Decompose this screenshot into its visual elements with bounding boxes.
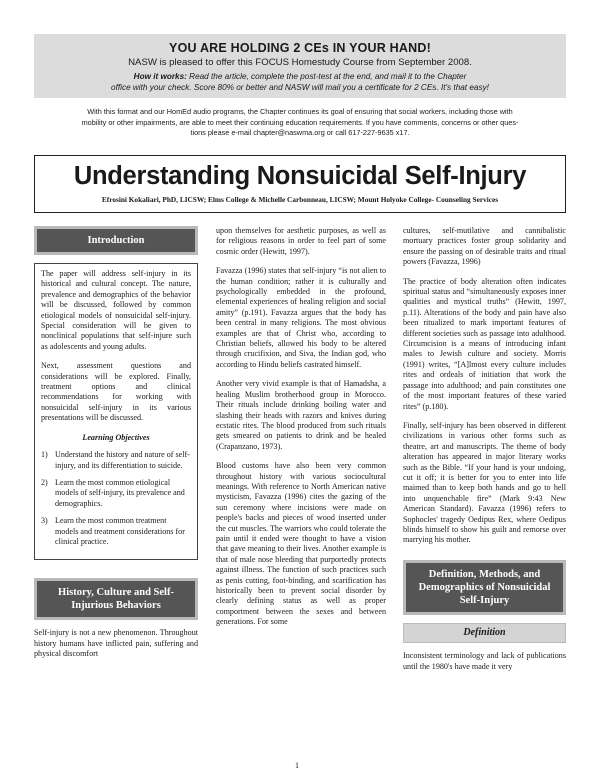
col3-paragraph-1: cultures, self-mutilative and cannibalistic mortuary practices foster group solidarity and ensure the passing on of desirable traits and ritual powers (Favazza, 1996) (403, 226, 566, 267)
section-heading-definition-methods: Definition, Methods, and Demographics of Nonsuicidal Self-Injury (403, 560, 566, 615)
intro-paragraph-2: Next, assessment questions and considerations will be explored. Finally, treatment options and clinical recommendations for working with nonsuicidal self-injury in its various presentations will be discussed. (41, 361, 191, 423)
column-2 (216, 226, 386, 637)
column-3 (403, 226, 566, 681)
accessibility-note (34, 107, 566, 139)
how-text-2: office with your check. Score 80% or better and NASW will mail you a certificate for 2 CEs. It's that easy! (111, 83, 489, 92)
learning-objectives-title: Learning Objectives (82, 432, 150, 442)
learning-objectives-list (41, 450, 191, 547)
definition-paragraph-1: Inconsistent terminology and lack of publications until the 1980's have made it very (403, 651, 566, 671)
col2-paragraph-3: Another very vivid example is that of Hamadsha, a healing Muslim brotherhood group in Morocco. Their rituals include drinking boiling water and slashing their heads with razors and knives during ecstatic rites. The blood produced from such rituals gets smeared on patients to drink and be healed (Crapanzano, 1973). (216, 379, 386, 451)
col3-paragraph-2: The practice of body alteration often indicates spiritual status and “simultaneously exposes inner qualities and mystical truths” (Hewitt, 1997, p.11). Alterations of the body and pain have also been ritualized to mark important features of different societies such as passage into adulthood. Circumcision is a means of introducing infant males to Jewish culture and society. Morris (1991) writes, “[A]lmost every culture includes rites and ordeals of initiation that work the passage into adulthood; and pain constitutes one of the most important features of these varied rites” (p.180). (403, 276, 566, 411)
objective-item: 1) Understand the history and nature of self-injury, and its differentiation to suicide. (41, 450, 190, 470)
objective-item: 2) Learn the most common etiological models of self-injury, its prevalence and demographics. (41, 477, 185, 508)
title-box (34, 155, 566, 213)
subheading-definition: Definition (403, 623, 566, 643)
intro-paragraph-1: The paper will address self-injury in its historical and cultural concept. The nature, prevalence and demographics of the behavior will be discussed, followed by common etiological models of nonsuicidal self-injury. Special consideration will be given to nonclinical populations that self-injure such as adolescents and young adults. (41, 269, 191, 351)
ce-subline: NASW is pleased to offer this FOCUS Homestudy Course from September 2008. (128, 57, 472, 68)
introduction-box (34, 263, 198, 560)
col2-paragraph-1: upon themselves for aesthetic purposes, as well as for religious reasons in order to feel part of some cosmic order (Hewitt, 1997). (216, 226, 386, 256)
article-title: Understanding Nonsuicidal Self-Injury (73, 162, 527, 190)
section-heading-introduction: Introduction (34, 226, 198, 255)
access-line-2: mobility or other impairments, are able to meet their continuing education requirements. If you have comments, concerns or other ques- (81, 117, 519, 127)
col3-paragraph-3: Finally, self-injury has been observed in different civilizations in various other forms such as theatre, art and manuscripts. The theme of body alteration has appeared in major literary works such as the Bible. “If your hand is your undoing, cut it off; it is better for you to enter into life maimed than to keep both hands and go to hell into unquenchable fire” (Mark 9:43 New American Standard). Favazza (1996) refers to Sophocles' tragedy Oedipus Rex, where Oedipus blinds himself to show his guilt and remorse over marrying his mother. (403, 420, 566, 545)
col2-paragraph-4: Blood customs have also been very common throughout history with various sociocultural meanings. With reference to North American native mysticism, Favazza (1996) cites the gazing of the sun ceremony where incisions were made on people's backs and pieces of wood inserted under the cut muscles. The warriors who could tolerate the pain until it ended were thought to have a vision that gave meaning to their lives. Another example is that of male nose bleeding that purportedly protects against illness. The function of such practices such as penis cutting, foot-binding, and scarification has historically been to prevent social disorder by clearly defining status as well as proper comportment between the sexes and between generations. For some (216, 461, 386, 627)
ce-headline: YOU ARE HOLDING 2 CEs IN YOUR HAND! (169, 41, 431, 55)
access-line-1: With this format and our HomEd audio programs, the Chapter continues its goal of ensuring that social workers, including those with (87, 107, 513, 116)
how-text-1: Read the article, complete the post-test at the end, and mail it to the Chapter (186, 72, 467, 81)
col2-paragraph-2: Favazza (1996) states that self-injury “is not alien to the human condition; rather it is culturally and psychologically embedded in the profound, elemental experiences of healing religion and social amity” (p.191). Favazza argues that the body has been central in many religions. The most obvious examples are that of Christ who, according to Christian beliefs, allowed his body to be altered through crucifixion, and Siva, the Indian god, who according to Hindu beliefs castrated himself. (216, 266, 386, 369)
ce-banner (34, 34, 566, 98)
column-1 (34, 226, 198, 669)
page-number: 1 (295, 761, 299, 770)
objective-item: 3) Learn the most common treatment models and treatment considerations for clinical practice. (41, 516, 185, 546)
article-authors: Efrosini Kokaliari, PhD, LICSW; Elms College & Michelle Carbonneau, LICSW; Mount Holyoke College- Counseling Services (101, 195, 499, 204)
history-paragraph-1: Self-injury is not a new phenomenon. Throughout history humans have inflicted pain, suffering and physical discomfort (34, 628, 198, 659)
ce-how-it-works (34, 71, 566, 93)
how-label: How it works: (133, 72, 187, 81)
section-heading-history: History, Culture and Self-Injurious Behaviors (34, 578, 198, 620)
access-line-3: tions please e-mail chapter@naswma.org or call 617-227-9635 x17. (190, 128, 410, 137)
